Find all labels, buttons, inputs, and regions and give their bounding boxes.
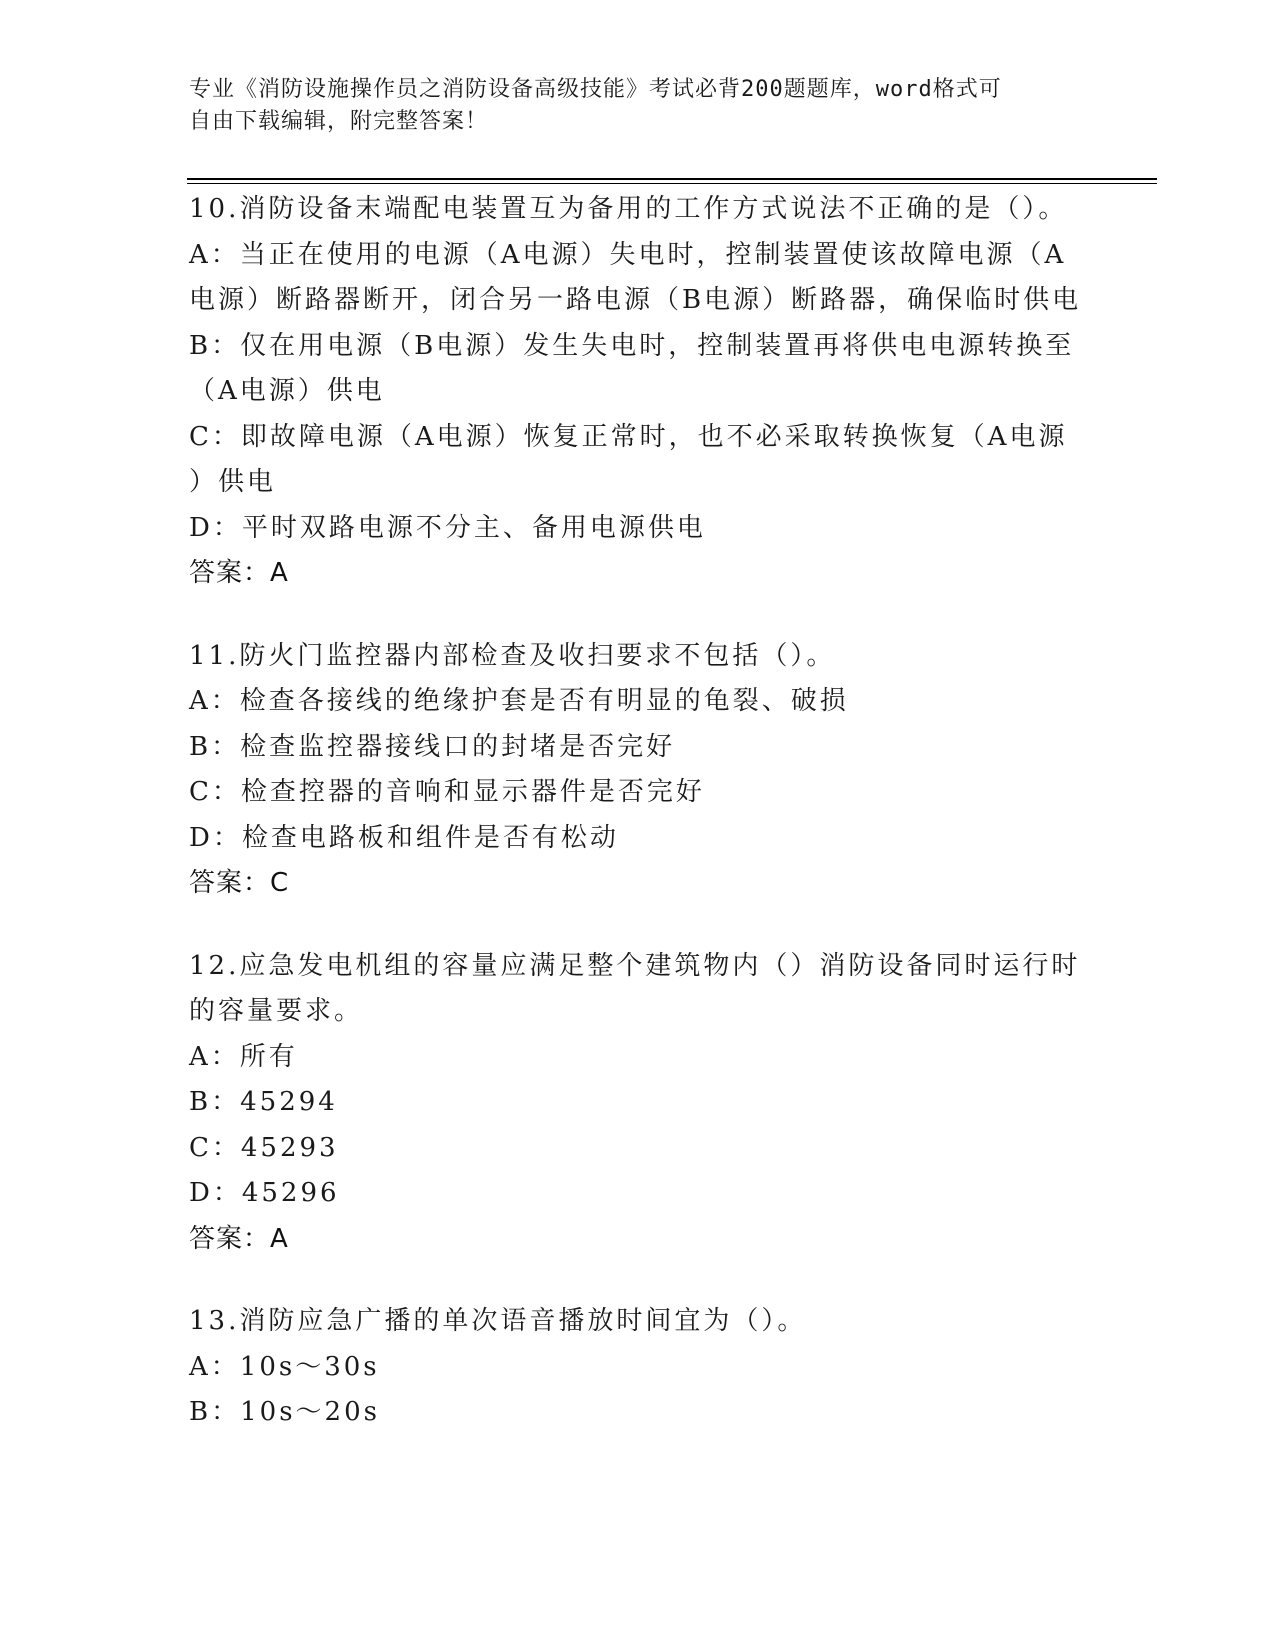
answer-label: 答案：A <box>189 558 289 588</box>
header-line-1: 专业《消防设施操作员之消防设备高级技能》考试必背200题题库，word格式可 <box>189 77 1002 102</box>
question-stem-continued: 的容量要求。 <box>189 996 364 1026</box>
question-list <box>189 187 1089 1473</box>
option-d: D：平时双路电源不分主、备用电源供电 <box>189 512 706 543</box>
header-divider-thick <box>187 178 1157 180</box>
document-header <box>189 74 1069 138</box>
question-12 <box>189 944 1089 1263</box>
question-13 <box>189 1299 1089 1436</box>
answer-label: 答案：C <box>189 868 290 898</box>
question-stem: 13.消防应急广播的单次语音播放时间宜为（）。 <box>189 1306 807 1336</box>
answer-label: 答案：A <box>189 1223 289 1254</box>
option-b: B：45294 <box>189 1087 338 1117</box>
question-stem: 10.消防设备末端配电装置互为备用的工作方式说法不正确的是（）。 <box>189 194 1068 224</box>
option-d: D：检查电路板和组件是否有松动 <box>189 822 619 853</box>
option-c: C：检查控器的音响和显示器件是否完好 <box>189 777 705 807</box>
option-b: B：仅在用电源（B电源）发生失电时，控制装置再将供电电源转换至 <box>189 330 1075 361</box>
question-stem: 12.应急发电机组的容量应满足整个建筑物内（）消防设备同时运行时 <box>189 950 1081 981</box>
option-c: C：即故障电源（A电源）恢复正常时，也不必采取转换恢复（A电源 <box>189 421 1068 452</box>
option-a: A：所有 <box>189 1041 298 1072</box>
option-a: A：检查各接线的绝缘护套是否有明显的龟裂、破损 <box>189 686 849 716</box>
option-a: A：10s～30s <box>189 1351 380 1382</box>
option-c: C：45293 <box>189 1132 339 1163</box>
option-c-continued: ）供电 <box>189 467 277 497</box>
question-11 <box>189 634 1089 907</box>
option-d: D：45296 <box>189 1178 340 1208</box>
question-10 <box>189 187 1089 597</box>
option-b-continued: （A电源）供电 <box>189 376 385 406</box>
option-a-continued: 电源）断路器断开，闭合另一路电源（B电源）断路器，确保临时供电 <box>189 285 1082 315</box>
header-divider-thin <box>187 183 1157 184</box>
option-b: B：10s～20s <box>189 1397 380 1427</box>
option-a: A：当正在使用的电源（A电源）失电时，控制装置使该故障电源（A <box>189 239 1067 270</box>
option-b: B：检查监控器接线口的封堵是否完好 <box>189 731 676 762</box>
question-stem: 11.防火门监控器内部检查及收扫要求不包括（）。 <box>189 640 836 671</box>
header-line-2: 自由下载编辑，附完整答案！ <box>189 109 489 134</box>
